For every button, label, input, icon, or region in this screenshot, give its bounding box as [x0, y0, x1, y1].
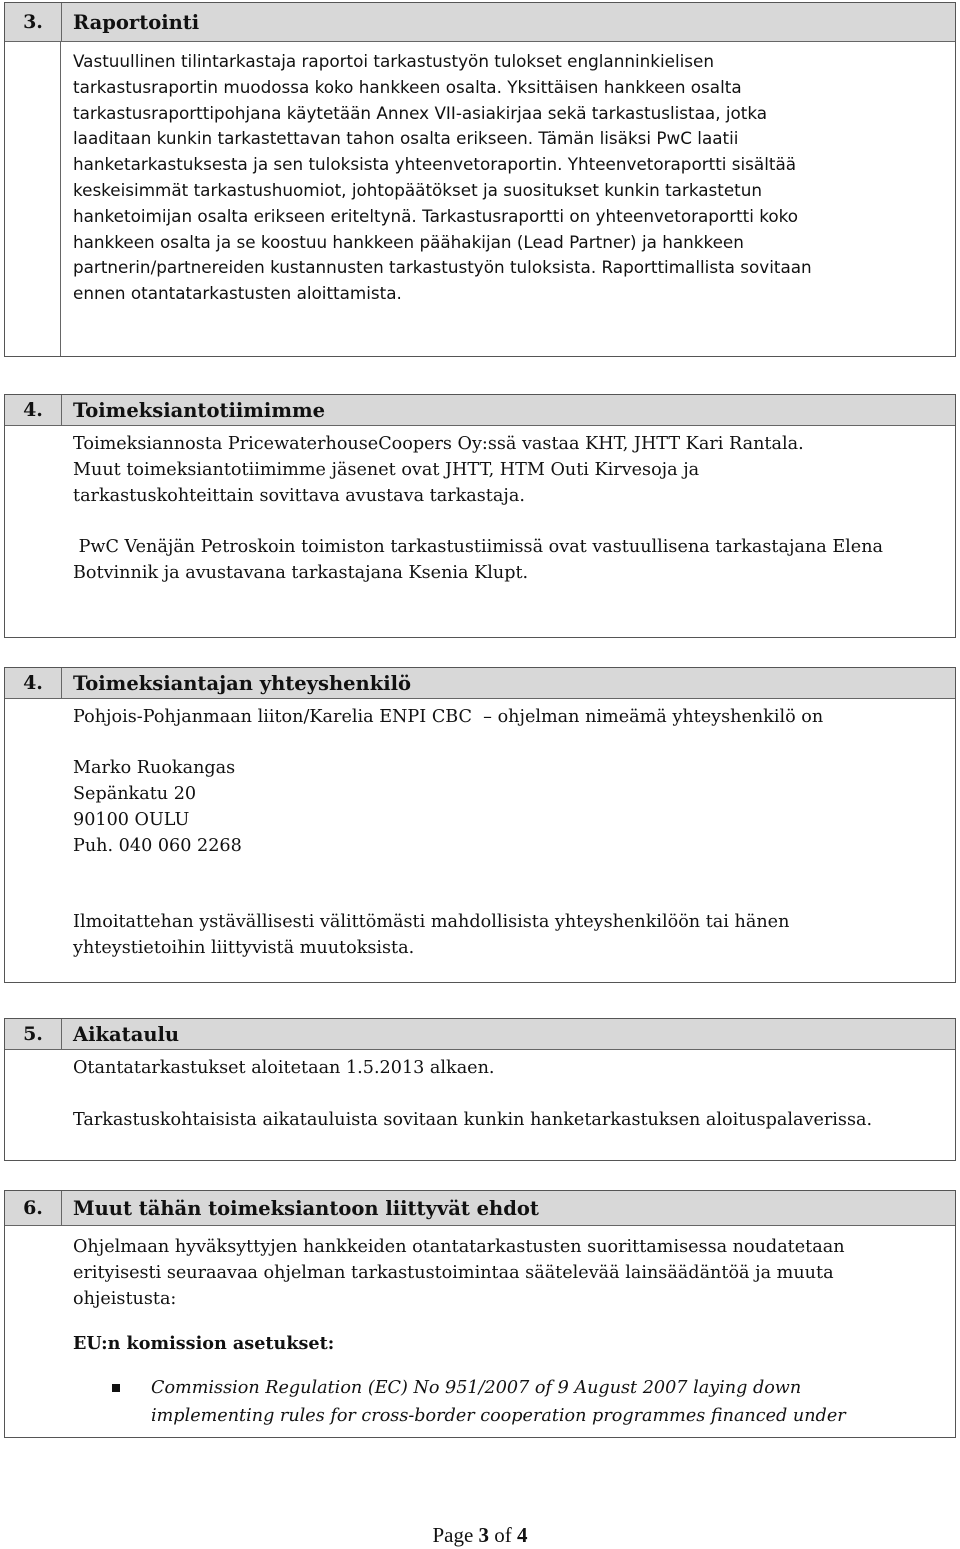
section-number: 6.: [5, 1191, 62, 1225]
body-line: Toimeksiannosta PricewaterhouseCoopers Oy:ssä vastaa KHT, JHTT Kari Rantala.: [73, 434, 804, 454]
section-number: 4.: [5, 668, 62, 698]
section-title: Raportointi: [73, 10, 200, 34]
body-line: Otantatarkastukset aloitetaan 1.5.2013 alkaen.: [73, 1058, 495, 1078]
section-left-column: [60, 41, 61, 356]
contact-street: Sepänkatu 20: [73, 784, 197, 804]
body-line: Muut toimeksiantotiimimme jäsenet ovat JHTT, HTM Outi Kirvesoja ja: [73, 460, 700, 480]
square-bullet-icon: [112, 1384, 120, 1392]
body-line: hanketoimijan osalta erikseen eriteltynä. Tarkastusraportti on yhteenvetoraportti koko: [73, 205, 799, 226]
section-number: 5.: [5, 1019, 62, 1049]
section-number: 3.: [5, 3, 62, 41]
body-line: Tarkastuskohtaisista aikatauluista sovitaan kunkin hanketarkastuksen aloituspalaverissa.: [73, 1110, 873, 1130]
body-line: partnerin/partnereiden kustannusten tarkastustyön tuloksista. Raporttimallista sovitaan: [73, 257, 812, 278]
section-title: Aikataulu: [73, 1022, 180, 1046]
section-header: [5, 1191, 955, 1226]
body-line: Botvinnik ja avustavana tarkastajana Ksenia Klupt.: [73, 563, 529, 583]
body-line: ohjeistusta:: [73, 1289, 177, 1309]
body-line: Vastuullinen tilintarkastaja raportoi tarkastustyön tulokset englanninkielisen: [73, 51, 714, 71]
footer-middle: of: [489, 1523, 518, 1547]
schedule-line-2: [73, 1107, 945, 1133]
body-line: hanketarkastuksesta ja sen tuloksista yhteenvetoraportin. Yhteenvetoraportti sisältää: [73, 154, 797, 175]
section-title: Toimeksiantajan yhteyshenkilö: [73, 671, 412, 695]
terms-paragraph: [73, 1234, 945, 1312]
team-paragraph-1: [73, 431, 945, 509]
body-line: PwC Venäjän Petroskoin toimiston tarkastustiimissä ovat vastuullisena tarkastajana Elena: [73, 537, 884, 557]
team-paragraph-2: [73, 534, 945, 586]
section-toimeksiantotiimimme: [4, 394, 956, 638]
bullet-item: [151, 1374, 945, 1430]
footer-current-page: 3: [478, 1523, 490, 1547]
body-line: keskeisimmät tarkastushuomiot, johtopäätökset ja suositukset kunkin tarkastetun: [73, 179, 763, 200]
footer-total-pages: 4: [517, 1523, 528, 1547]
contact-name: Marko Ruokangas: [73, 758, 236, 778]
footer-prefix: Page: [432, 1523, 479, 1547]
body-line: hankkeen osalta ja se koostuu hankkeen päähakijan (Lead Partner) ja hankkeen: [73, 231, 744, 252]
subheading-text: EU:n komission asetukset:: [73, 1333, 335, 1354]
body-line: erityisesti seuraavaa ohjelman tarkastustoimintaa säätelevää lainsäädäntöä ja muuta: [73, 1263, 834, 1283]
body-line: tarkastusraporttipohjana käytetään Annex VII-asiakirjaa sekä tarkastuslistaa, jotka: [73, 102, 768, 123]
page-footer: [0, 1523, 960, 1548]
bullet-line: Commission Regulation (EC) No 951/2007 of 9 August 2007 laying down: [151, 1378, 802, 1398]
bullet-line: implementing rules for cross-border cooperation programmes financed under: [151, 1406, 846, 1426]
contact-postal: 90100 OULU: [73, 810, 190, 830]
body-line: tarkastuskohteittain sovittava avustava tarkastaja.: [73, 486, 525, 506]
section-header: [5, 395, 955, 426]
section-body: [73, 49, 945, 307]
section-aikataulu: [4, 1018, 956, 1161]
contact-closing: [73, 909, 945, 961]
section-title: Muut tähän toimeksiantoon liittyvät ehdot: [73, 1196, 539, 1220]
section-header: [5, 668, 955, 699]
body-line: laaditaan kunkin tarkastettavan tahon osalta erikseen. Tämän lisäksi PwC laatii: [73, 128, 739, 149]
section-yhteyshenkilo: [4, 667, 956, 983]
contact-intro: [73, 704, 945, 730]
contact-phone: Puh. 040 060 2268: [73, 836, 242, 856]
body-line: Pohjois-Pohjanmaan liiton/Karelia ENPI CBC – ohjelman nimeämä yhteyshenkilö on: [73, 707, 824, 727]
body-line: yhteystietoihin liittyvistä muutoksista.: [73, 938, 415, 958]
contact-address: [73, 755, 945, 859]
section-title: Toimeksiantotiimimme: [73, 398, 325, 422]
section-muut-ehdot: [4, 1190, 956, 1438]
body-line: Ilmoitattehan ystävällisesti välittömästi mahdollisista yhteyshenkilöön tai hänen: [73, 912, 790, 932]
schedule-line-1: [73, 1055, 945, 1081]
section-raportointi: [4, 2, 956, 357]
section-header: [5, 3, 955, 42]
body-line: tarkastusraportin muodossa koko hankkeen osalta. Yksittäisen hankkeen osalta: [73, 76, 742, 97]
terms-subheading: [73, 1331, 945, 1357]
section-number: 4.: [5, 395, 62, 425]
body-line: Ohjelmaan hyväksyttyjen hankkeiden otantatarkastusten suorittamisessa noudatetaan: [73, 1237, 845, 1257]
section-header: [5, 1019, 955, 1050]
body-line: ennen otantatarkastusten aloittamista.: [73, 283, 402, 304]
